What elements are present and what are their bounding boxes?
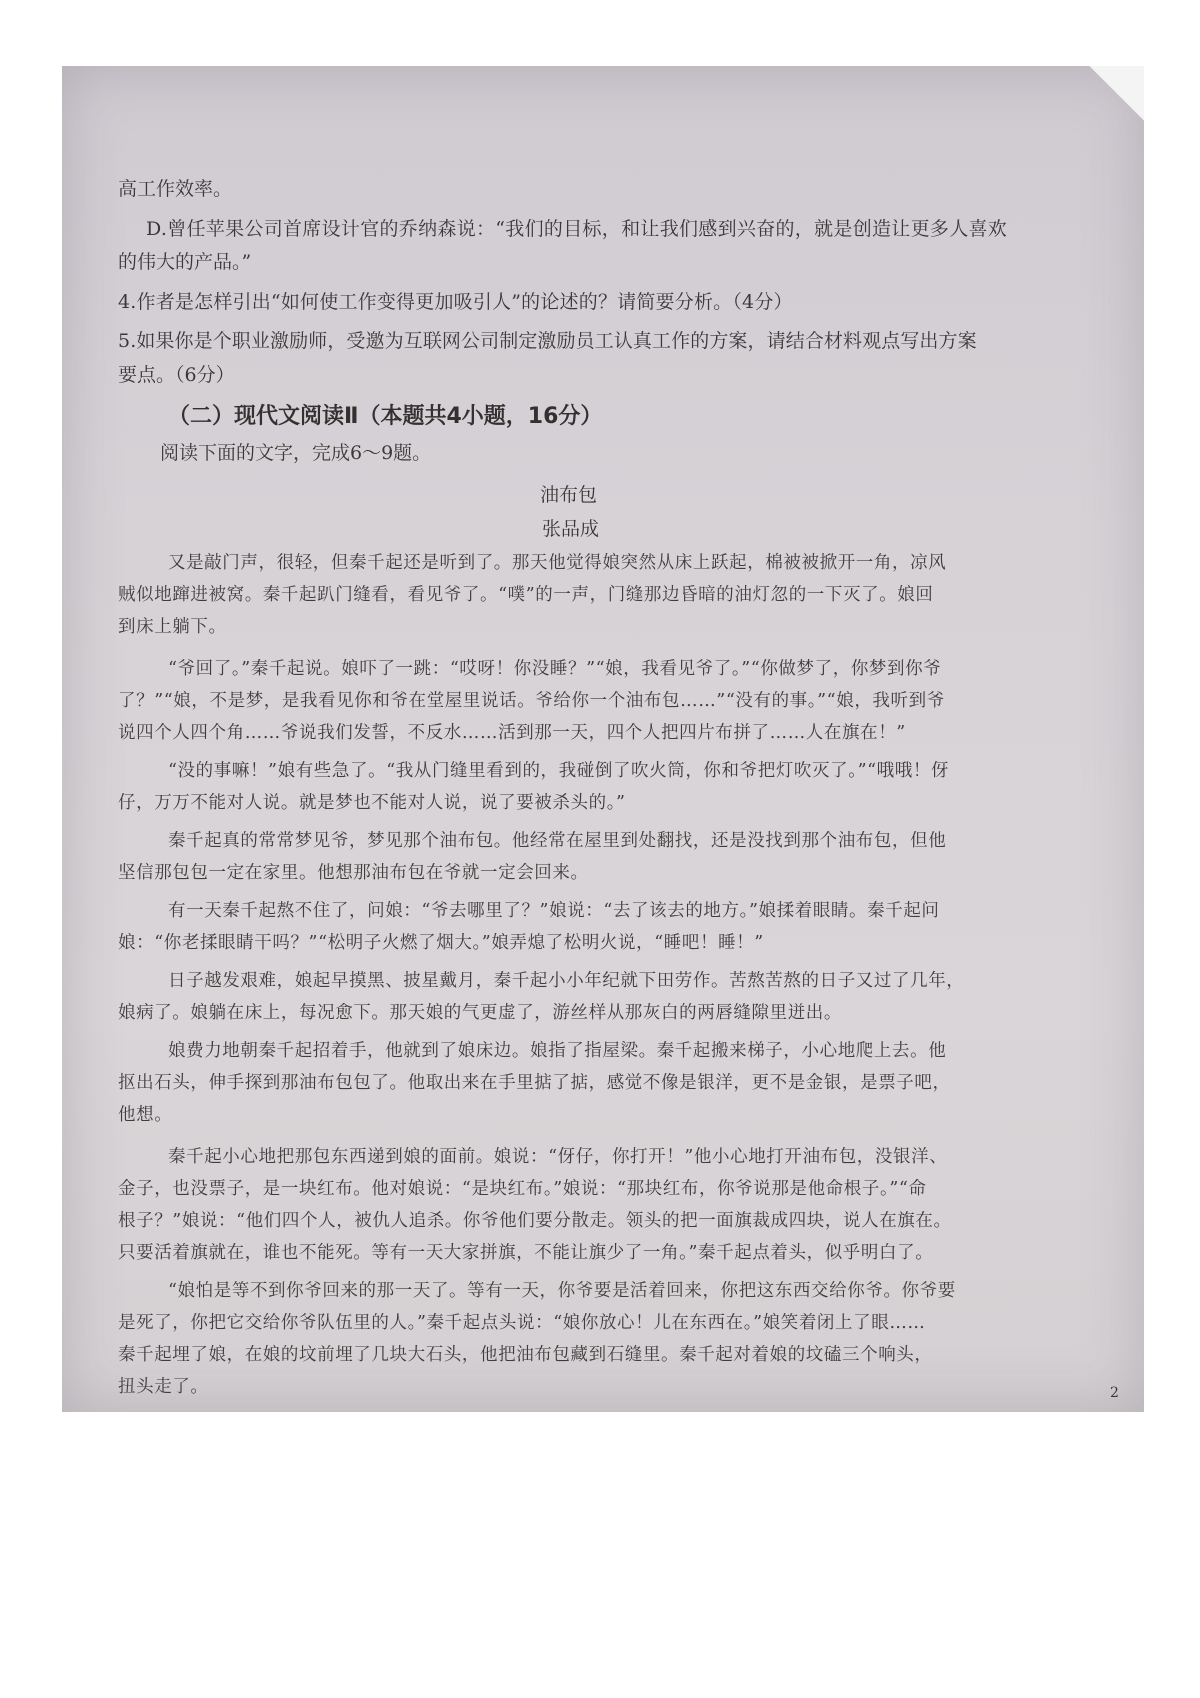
story-title: 油布包 <box>540 484 598 506</box>
question-4: 4.作者是怎样引出“如何使工作变得更加吸引人”的论述的？请简要分析。（4分） <box>118 291 793 313</box>
story-line: 他想。 <box>118 1105 173 1125</box>
option-d-line-1: D.曾任苹果公司首席设计官的乔纳森说：“我们的目标，和让我们感到兴奋的，就是创造让更多人喜欢 <box>146 218 1008 240</box>
story-author: 张品成 <box>542 518 600 540</box>
story-line: 又是敲门声，很轻，但秦千起还是听到了。那天他觉得娘突然从床上跃起，棉被被掀开一角，凉风 <box>168 553 947 573</box>
page-number: 2 <box>1110 1385 1119 1401</box>
story-line: 到床上躺下。 <box>118 617 227 637</box>
photographed-exam-page <box>62 66 1144 1412</box>
story-line: 秦千起小心地把那包东西递到娘的面前。娘说：“伢仔，你打开！”他小心地打开油布包，没银洋、 <box>168 1147 948 1167</box>
story-line: “娘怕是等不到你爷回来的那一天了。等有一天，你爷要是活着回来，你把这东西交给你爷。你爷要 <box>168 1281 956 1301</box>
story-line: 扭头走了。 <box>118 1377 209 1397</box>
option-d-line-2: 的伟大的产品。” <box>118 251 252 273</box>
story-line: 秦千起真的常常梦见爷，梦见那个油布包。他经常在屋里到处翻找，还是没找到那个油布包，但他 <box>168 831 947 851</box>
story-line: 日子越发艰难，娘起早摸黑、披星戴月，秦千起小小年纪就下田劳作。苦熬苦熬的日子又过了几年， <box>168 971 965 991</box>
story-line: 说四个人四个角……爷说我们发誓，不反水……活到那一天，四个人把四片布拼了……人在旗在！” <box>118 723 906 743</box>
story-line: 根子？”娘说：“他们四个人，被仇人追杀。你爷他们要分散走。领头的把一面旗裁成四块，说人在旗在。 <box>118 1211 952 1231</box>
story-line: 只要活着旗就在，谁也不能死。等有一天大家拼旗，不能让旗少了一角。”秦千起点着头，似乎明白了。 <box>118 1243 934 1263</box>
section-heading: （二）现代文阅读Ⅱ（本题共4小题，16分） <box>168 404 603 429</box>
story-line: 了？”“娘，不是梦，是我看见你和爷在堂屋里说话。爷给你一个油布包……”“没有的事。”“娘，我听到爷 <box>118 691 945 711</box>
story-line: 金子，也没票子，是一块红布。他对娘说：“是块红布。”娘说：“那块红布，你爷说那是他命根子。”“命 <box>118 1179 927 1199</box>
question-5-line-2: 要点。（6分） <box>118 364 235 386</box>
upper-line-1: 高工作效率。 <box>118 178 233 200</box>
story-line: 娘：“你老揉眼睛干吗？”“松明子火燃了烟大。”娘弄熄了松明火说，“睡吧！睡！” <box>118 933 764 953</box>
story-line: 抠出石头，伸手探到那油布包包了。他取出来在手里掂了掂，感觉不像是银洋，更不是金银，是票子吧， <box>118 1073 951 1093</box>
question-5-line-1: 5.如果你是个职业激励师，受邀为互联网公司制定激励员工认真工作的方案，请结合材料观点写出方案 <box>118 330 977 352</box>
story-line: 有一天秦千起熬不住了，问娘：“爷去哪里了？”娘说：“去了该去的地方。”娘揉着眼睛。秦千起问 <box>168 901 940 921</box>
story-line: 秦千起埋了娘，在娘的坟前埋了几块大石头，他把油布包藏到石缝里。秦千起对着娘的坟磕三个响头， <box>118 1345 933 1365</box>
story-line: 娘费力地朝秦千起招着手，他就到了娘床边。娘指了指屋梁。秦千起搬来梯子，小心地爬上去。他 <box>168 1041 947 1061</box>
story-line: 娘病了。娘躺在床上，每况愈下。那天娘的气更虚了，游丝样从那灰白的两唇缝隙里迸出。 <box>118 1003 842 1023</box>
story-line: 仔，万万不能对人说。就是梦也不能对人说，说了要被杀头的。” <box>118 793 626 813</box>
story-line: “爷回了。”秦千起说。娘吓了一跳：“哎呀！你没睡？”“娘，我看见爷了。”“你做梦了，你梦到你爷 <box>168 659 942 679</box>
story-line: 是死了，你把它交给你爷队伍里的人。”秦千起点头说：“娘你放心！儿在东西在。”娘笑着闭上了眼…… <box>118 1313 926 1333</box>
story-line: 坚信那包包一定在家里。他想那油布包在爷就一定会回来。 <box>118 863 589 883</box>
story-line: “没的事嘛！”娘有些急了。“我从门缝里看到的，我碰倒了吹火筒，你和爷把灯吹灭了。”“哦哦！伢 <box>168 761 950 781</box>
section-instruction: 阅读下面的文字，完成6～9题。 <box>160 442 432 464</box>
story-line: 贼似地蹿进被窝。秦千起趴门缝看，看见爷了。“噗”的一声，门缝那边昏暗的油灯忽的一下灭了。娘回 <box>118 585 934 605</box>
